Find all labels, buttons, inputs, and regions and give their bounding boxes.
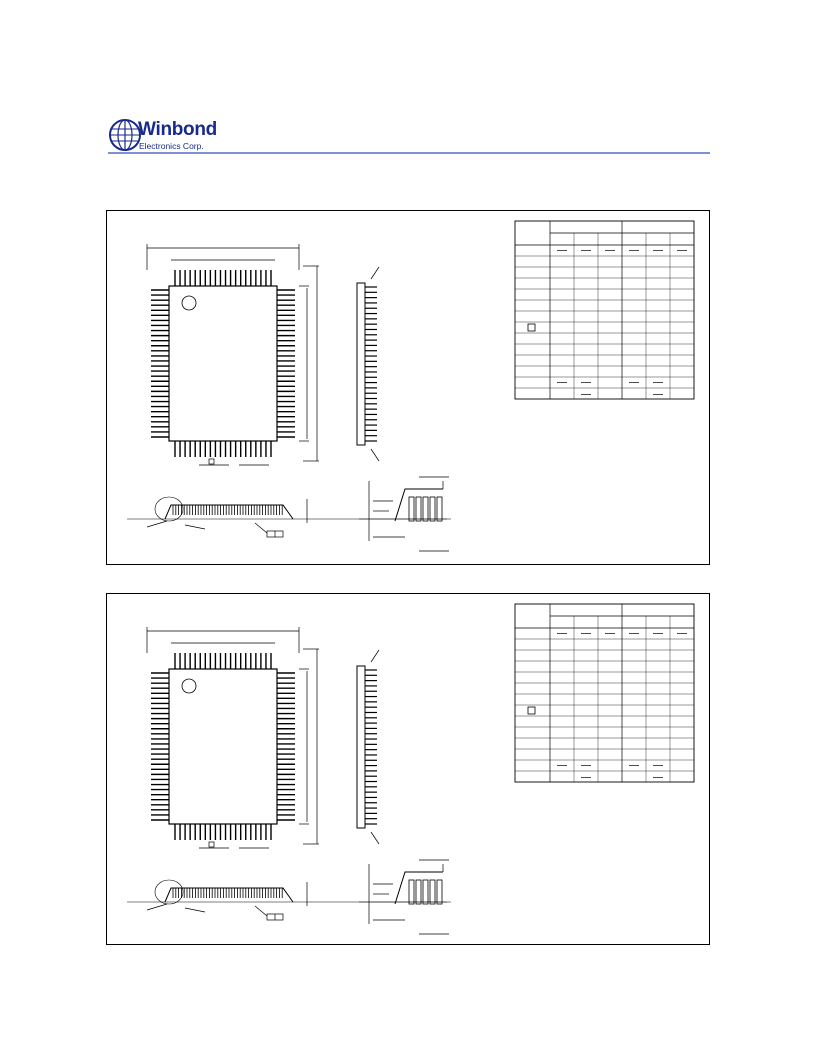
pin1-marker <box>182 296 196 310</box>
detail-lead-section <box>437 880 442 904</box>
detail-lead-section <box>423 497 428 521</box>
side-lead-end <box>371 449 379 461</box>
header-divider <box>108 152 710 154</box>
detail-lead-section <box>430 880 435 904</box>
logo-subtext: Electronics Corp. <box>139 141 204 151</box>
table-symbol-box <box>528 324 535 331</box>
leader-line <box>255 523 267 533</box>
package-drawing-panel-1 <box>106 210 710 565</box>
package-drawing-1 <box>107 211 711 566</box>
page-header <box>108 118 710 154</box>
pin1-marker <box>182 679 196 693</box>
detail-lead-section <box>430 497 435 521</box>
logo-text: Winbond <box>138 119 217 140</box>
leader-line <box>255 906 267 916</box>
leader-line <box>185 908 205 912</box>
package-drawing-panel-2 <box>106 593 710 945</box>
dimension-table <box>515 604 694 782</box>
pitch-box <box>209 459 214 464</box>
detail-lead-section <box>409 880 414 904</box>
detail-lead-section <box>416 880 421 904</box>
detail-lead-section <box>416 497 421 521</box>
winbond-globe-icon <box>108 118 142 152</box>
package-drawing-2 <box>107 594 711 946</box>
table-symbol-box <box>528 707 535 714</box>
dimension-table <box>515 221 694 399</box>
detail-lead-profile <box>395 872 443 904</box>
pitch-box <box>209 842 214 847</box>
detail-lead-section <box>423 880 428 904</box>
detail-lead-section <box>437 497 442 521</box>
side-body <box>357 283 365 445</box>
side-body <box>357 666 365 828</box>
detail-lead-profile <box>395 489 443 521</box>
detail-lead-section <box>409 497 414 521</box>
leader-line <box>185 525 205 529</box>
leader-line <box>147 521 167 527</box>
side-lead-end <box>371 267 379 279</box>
side-lead-end <box>371 832 379 844</box>
leader-line <box>147 904 167 910</box>
side-lead-end <box>371 650 379 662</box>
